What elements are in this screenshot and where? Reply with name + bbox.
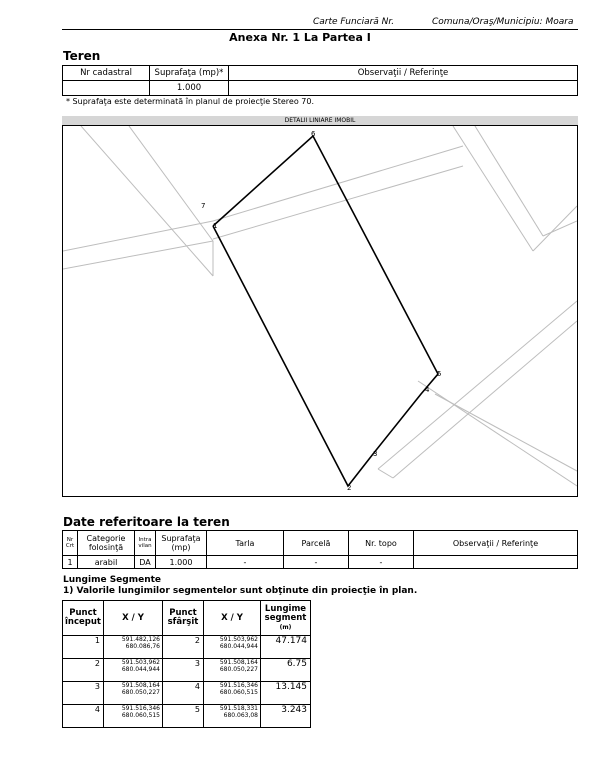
cell-length: 47.174 (261, 636, 311, 659)
vertex-label-6: 6 (311, 130, 316, 138)
col-categorie: Categorie folosinţă (78, 531, 135, 556)
cell-end: 4 (163, 682, 204, 705)
coord-y: 680.050,227 (219, 666, 258, 673)
cell-start: 3 (63, 682, 104, 705)
coord-y: 680.063,08 (223, 712, 258, 719)
col-intravilan: Intra vilan (135, 531, 156, 556)
suprafata-note: * Suprafaţa este determinată în planul de proiecţie Stereo 70. (66, 97, 315, 106)
cell-start: 1 (63, 636, 104, 659)
segmente-subheading: 1) Valorile lungimilor segmentelor sunt obţinute din proiecţie în plan. (63, 586, 418, 596)
cell-parcela: - (284, 556, 349, 569)
vertex-label-5: 5 (437, 370, 442, 378)
coord-y: 680.060,515 (219, 689, 258, 696)
map-title: DETALII LINIARE IMOBIL (62, 116, 578, 125)
cell-categorie: arabil (78, 556, 135, 569)
cell-nr-cadastral (63, 81, 150, 96)
cell-nr-crt: 1 (63, 556, 78, 569)
comuna-label: Comuna/Oraş/Municipiu: Moara (432, 17, 574, 27)
coord-x: 591.508,164 (219, 659, 258, 666)
cell-xy-start (104, 636, 163, 659)
carte-funciara-label: Carte Funciară Nr. (313, 17, 395, 27)
cell-xy-end (204, 636, 261, 659)
table-row (63, 81, 578, 96)
table-row (63, 556, 578, 569)
coord-x: 591.482,126 (121, 636, 160, 643)
col-suprafata: Suprafaţa (mp) (156, 531, 207, 556)
coord-x: 591.516,346 (121, 705, 160, 712)
table-row (63, 682, 311, 705)
teren-table (62, 65, 578, 96)
cell-length: 13.145 (261, 682, 311, 705)
coord-x: 591.508,164 (121, 682, 160, 689)
cell-tarla: - (207, 556, 284, 569)
page-title: Anexa Nr. 1 La Partea I (229, 31, 371, 44)
col-nr-crt: Nr Crt (63, 531, 78, 556)
table-header-row (63, 66, 578, 81)
col-punct-inceput: Punct început (63, 601, 104, 636)
header-divider (62, 29, 578, 30)
cell-length: 3.243 (261, 705, 311, 728)
vertex-label-7: 7 (201, 202, 206, 210)
vertex-label-1: 1 (213, 222, 218, 230)
cell-xy-end (204, 659, 261, 682)
cell-start: 2 (63, 659, 104, 682)
col-observatii: Observaţii / Referinţe (414, 531, 578, 556)
cell-suprafata: 1.000 (150, 81, 229, 96)
parcel-outline (213, 136, 438, 486)
col-observatii: Observaţii / Referinţe (229, 66, 578, 81)
coord-x: 591.518,331 (219, 705, 258, 712)
date-teren-heading: Date referitoare la teren (63, 515, 230, 529)
col-punct-sfarsit: Punct sfârşit (163, 601, 204, 636)
coord-y: 680.060,515 (121, 712, 160, 719)
date-teren-table (62, 530, 578, 569)
cell-xy-start (104, 705, 163, 728)
cell-xy-start (104, 682, 163, 705)
cell-end: 3 (163, 659, 204, 682)
col-nr-topo: Nr. topo (349, 531, 414, 556)
col-nr-cadastral: Nr cadastral (63, 66, 150, 81)
col-lungime (261, 601, 311, 636)
vertex-label-3: 3 (373, 450, 378, 458)
segmente-heading: Lungime Segmente (63, 575, 162, 585)
segmente-table (62, 600, 311, 728)
cell-intravilan: DA (135, 556, 156, 569)
coord-y: 680.086,76 (125, 643, 160, 650)
coord-x: 591.503,962 (121, 659, 160, 666)
table-row (63, 659, 311, 682)
cell-observatii (414, 556, 578, 569)
teren-heading: Teren (63, 49, 101, 63)
parcel-map (62, 125, 578, 497)
cell-end: 5 (163, 705, 204, 728)
cell-start: 4 (63, 705, 104, 728)
col-lungime-label: Lungime segment (264, 603, 307, 623)
vertex-label-4: 4 (425, 386, 430, 394)
col-xy-start: X / Y (104, 601, 163, 636)
col-xy-end: X / Y (204, 601, 261, 636)
col-tarla: Tarla (207, 531, 284, 556)
coord-y: 680.050,227 (121, 689, 160, 696)
cell-xy-start (104, 659, 163, 682)
cell-nr-topo: - (349, 556, 414, 569)
vertex-label-2: 2 (347, 484, 352, 492)
cell-end: 2 (163, 636, 204, 659)
coord-y: 680.044,944 (121, 666, 160, 673)
coord-y: 680.044,944 (219, 643, 258, 650)
table-row (63, 636, 311, 659)
cell-xy-end (204, 705, 261, 728)
table-header-row (63, 531, 578, 556)
cell-suprafata: 1.000 (156, 556, 207, 569)
cell-length: 6.75 (261, 659, 311, 682)
col-parcela: Parcelă (284, 531, 349, 556)
cell-observatii (229, 81, 578, 96)
table-row (63, 705, 311, 728)
table-header-row (63, 601, 311, 636)
col-lungime-unit: (m) (279, 623, 292, 631)
col-suprafata: Suprafaţa (mp)* (150, 66, 229, 81)
coord-x: 591.516,346 (219, 682, 258, 689)
coord-x: 591.503,962 (219, 636, 258, 643)
cell-xy-end (204, 682, 261, 705)
